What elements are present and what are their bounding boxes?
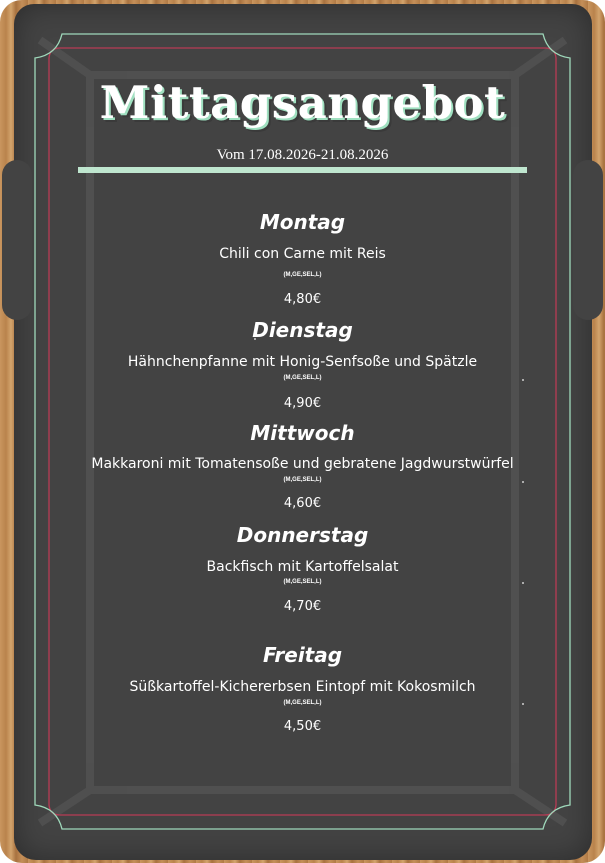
allergens-freitag: (M,GE,SEL,L) xyxy=(283,700,322,706)
price-dienstag: 4,90€ xyxy=(283,396,322,411)
day-heading-donnerstag: Donnerstag xyxy=(236,523,369,547)
title-underline xyxy=(78,167,527,173)
price-freitag: 4,50€ xyxy=(283,719,322,734)
day-heading-freitag: Freitag xyxy=(262,643,343,667)
price-donnerstag: 4,70€ xyxy=(283,599,322,614)
dish-dienstag: Hähnchenpfanne mit Honig-Senfsoße und Spätzle xyxy=(127,354,478,370)
menu-title: Mittagsangebot xyxy=(99,76,506,129)
allergens-montag: (M,GE,SEL,L) xyxy=(283,272,322,278)
dish-montag: Chili con Carne mit Reis xyxy=(219,246,386,262)
price-montag: 4,80€ xyxy=(283,292,322,307)
price-mittwoch: 4,60€ xyxy=(283,496,322,511)
allergens-mittwoch: (M,GE,SEL,L) xyxy=(283,477,322,483)
dish-freitag: Süßkartoffel-Kichererbsen Eintopf mit Kokosmilch xyxy=(129,679,476,695)
date-range: Vom 17.08.2026-21.08.2026 xyxy=(216,147,389,163)
allergens-dienstag: (M,GE,SEL,L) xyxy=(283,375,322,381)
day-heading-dienstag: Dienstag xyxy=(252,318,353,342)
stray-dot xyxy=(522,481,524,483)
dish-mittwoch: Makkaroni mit Tomatensoße und gebratene Jagdwurstwürfel xyxy=(91,456,514,472)
allergens-donnerstag: (M,GE,SEL,L) xyxy=(283,579,322,585)
day-heading-mittwoch: Mittwoch xyxy=(250,421,355,445)
stray-dot xyxy=(522,379,524,381)
day-heading-montag: Montag xyxy=(259,210,346,234)
stray-dot xyxy=(522,582,524,584)
dish-donnerstag: Backfisch mit Kartoffelsalat xyxy=(206,559,399,575)
stray-dot xyxy=(522,703,524,705)
